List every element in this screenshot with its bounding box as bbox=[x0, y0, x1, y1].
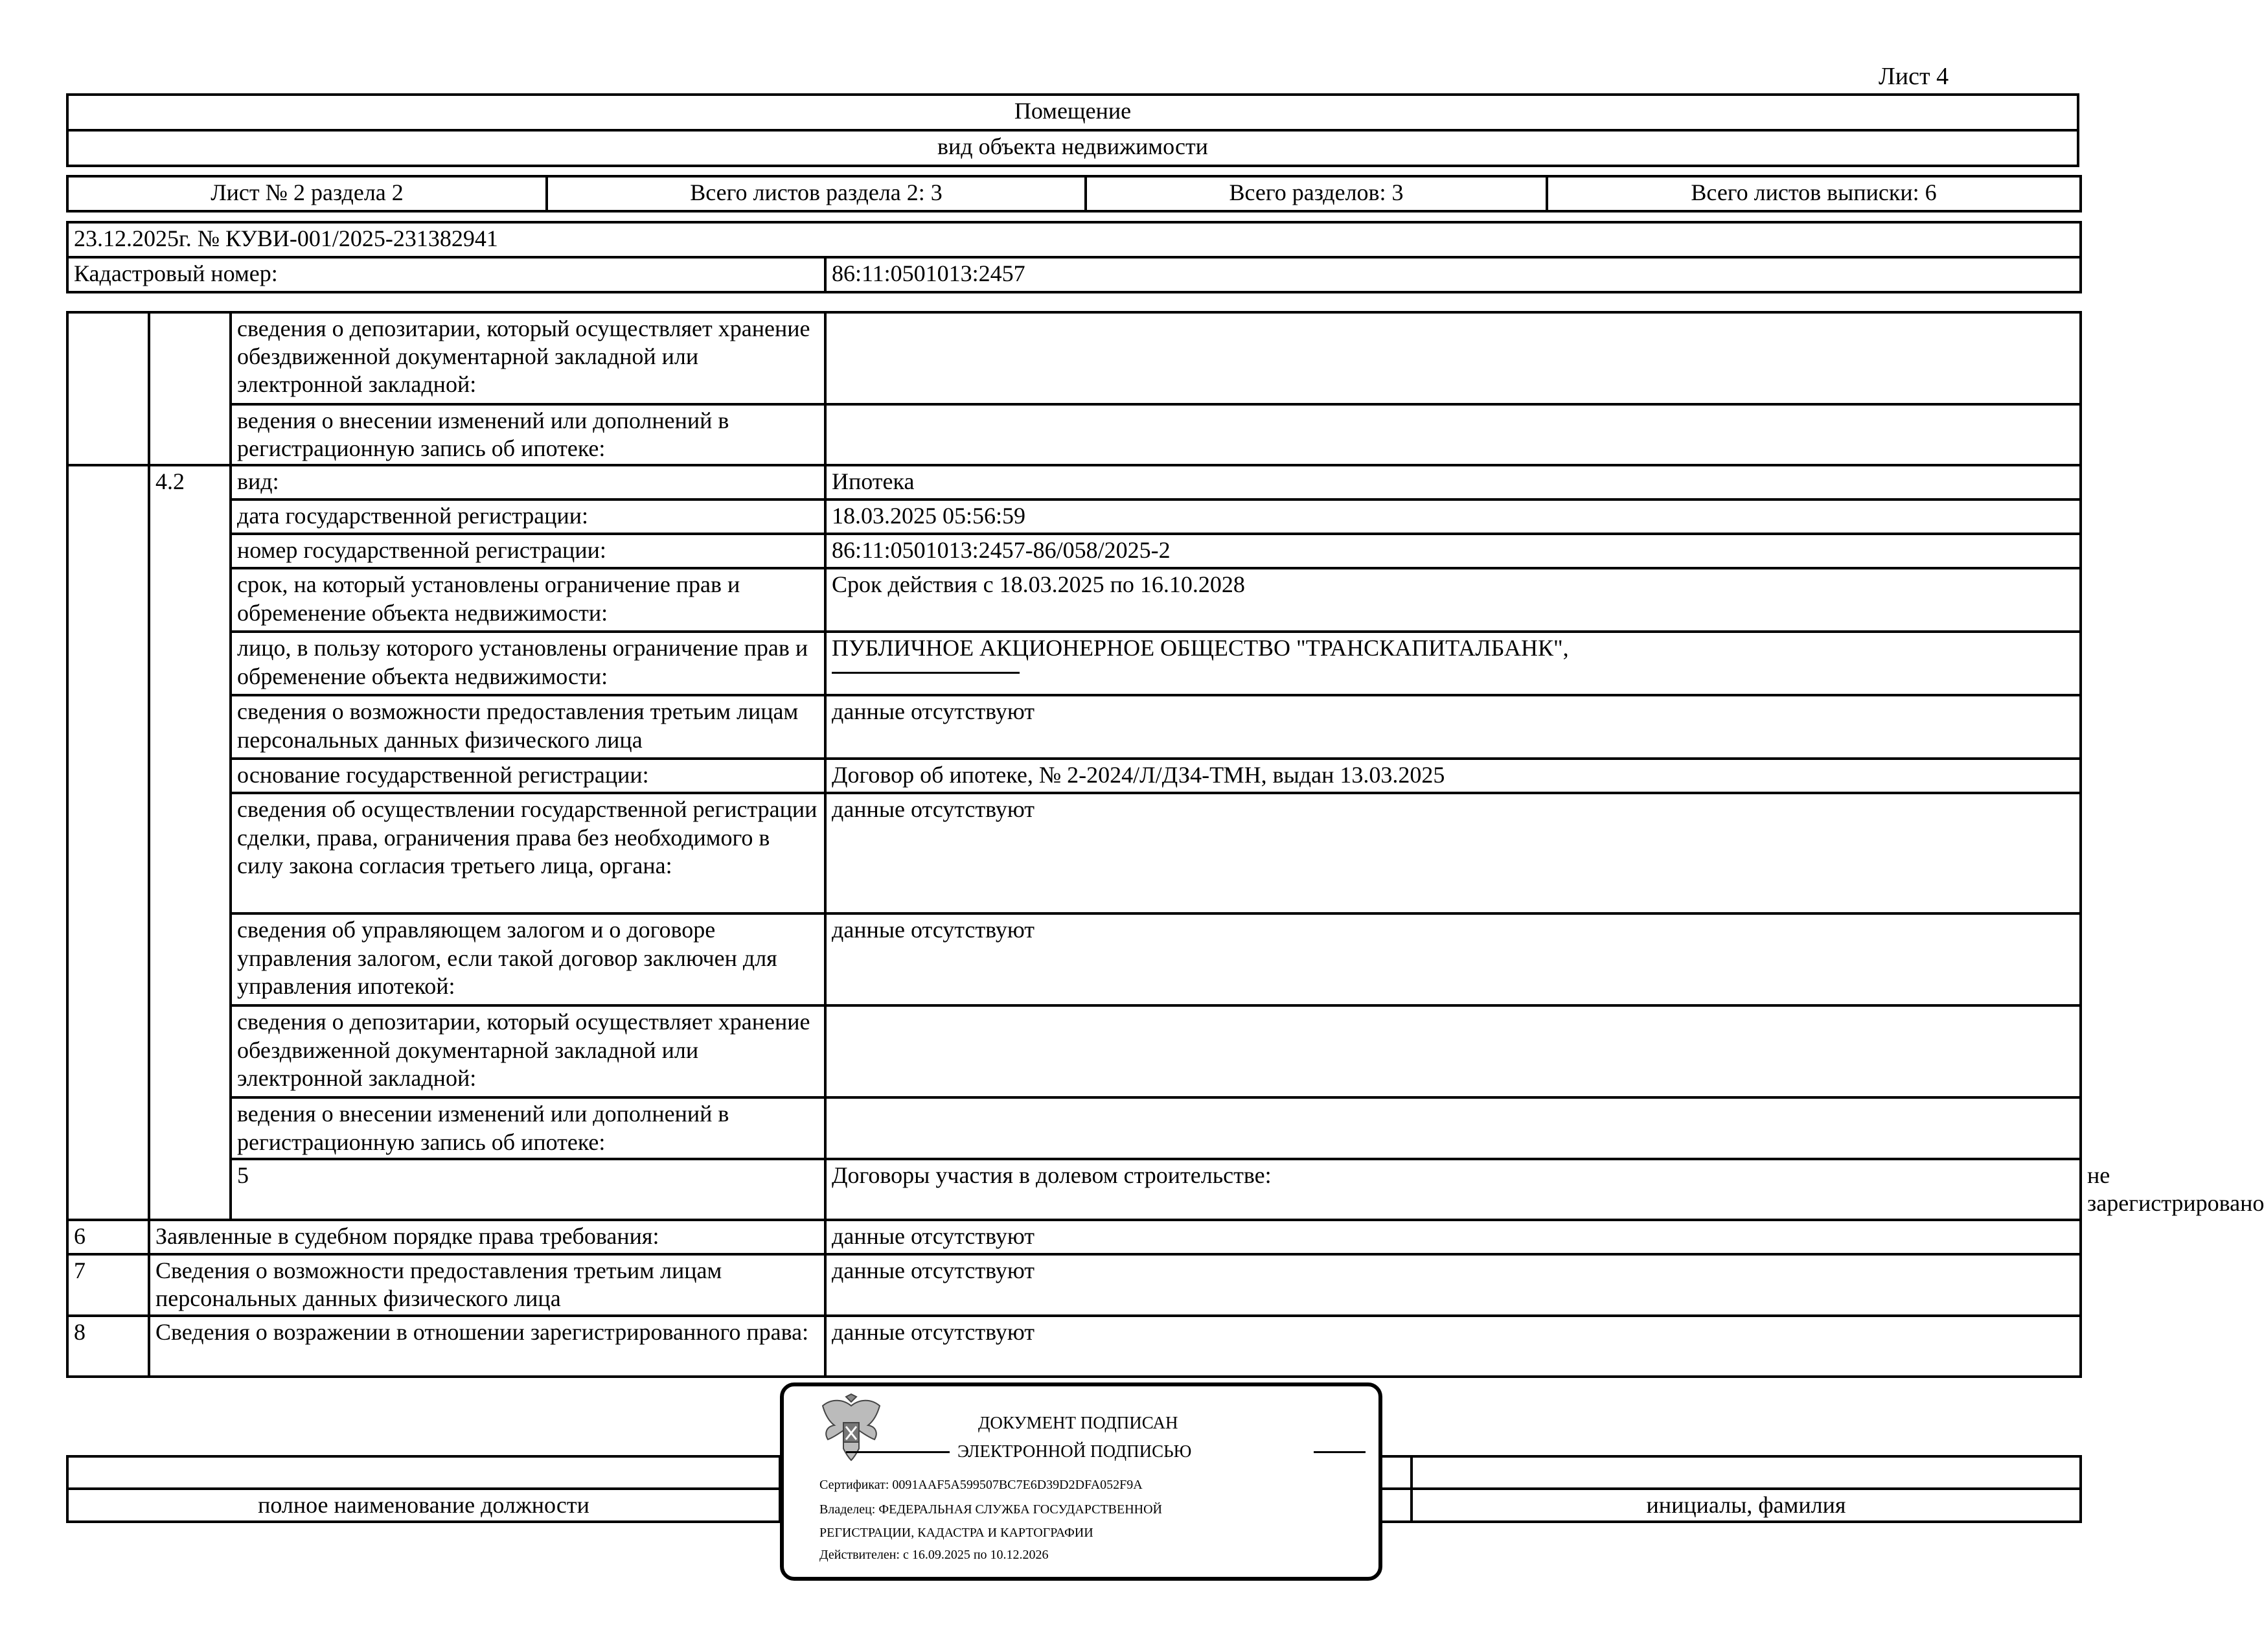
total-sheets-extract: Всего листов выписки: 6 bbox=[1547, 176, 2081, 211]
subnum-cell bbox=[149, 312, 231, 465]
item-label: Заявленные в судебном порядке права требования: bbox=[149, 1220, 825, 1254]
stamp-owner-2: РЕГИСТРАЦИИ, КАДАСТРА И КАРТОГРАФИИ bbox=[819, 1526, 1093, 1540]
object-type: Помещение bbox=[67, 95, 2078, 130]
item-number: 5 bbox=[231, 1159, 825, 1220]
object-type-caption: вид объекта недвижимости bbox=[67, 130, 2078, 166]
item-number: 8 bbox=[67, 1316, 149, 1377]
total-sections: Всего разделов: 3 bbox=[1086, 176, 1547, 211]
row-value bbox=[825, 1005, 2081, 1097]
row-value: Ипотека bbox=[825, 465, 2081, 499]
row-label: основание государственной регистрации: bbox=[231, 759, 825, 793]
position-caption: полное наименование должности bbox=[67, 1489, 780, 1522]
num-cell bbox=[67, 465, 149, 1220]
cadastral-value: 86:11:0501013:2457 bbox=[825, 257, 2081, 292]
position-field bbox=[67, 1456, 780, 1489]
row-label: вид: bbox=[231, 465, 825, 499]
total-sheets-section: Всего листов раздела 2: 3 bbox=[547, 176, 1086, 211]
stamp-validity: Действителен: с 16.09.2025 по 10.12.2026 bbox=[819, 1548, 1049, 1562]
num-cell bbox=[67, 312, 149, 465]
name-caption: инициалы, фамилия bbox=[1412, 1489, 2081, 1522]
row-label: сведения об осуществлении государственной регистрации сделки, права, ограничения права без необходимого в силу закона согласия третьего лица, органа: bbox=[231, 793, 825, 913]
row-value: Договор об ипотеке, № 2-2024/Л/ДЗ4-ТМН, выдан 13.03.2025 bbox=[825, 759, 2081, 793]
row-label: срок, на который установлены ограничение прав и обременение объекта недвижимости: bbox=[231, 568, 825, 632]
row-value: данные отсутствуют bbox=[825, 913, 2081, 1005]
row-value: 86:11:0501013:2457-86/058/2025-2 bbox=[825, 534, 2081, 568]
row-label: сведения о депозитарии, который осуществляет хранение обездвиженной документарной закладной или электронной закладной: bbox=[231, 312, 825, 404]
sheet-number: Лист 4 bbox=[1879, 63, 1949, 90]
row-value: данные отсутствуют bbox=[825, 695, 2081, 759]
row-label: ведения о внесении изменений или дополнений в регистрационную запись об ипотеке: bbox=[231, 404, 825, 465]
cadastral-label: Кадастровый номер: bbox=[67, 257, 825, 292]
item-number: 6 bbox=[67, 1220, 149, 1254]
beneficiary-value: ПУБЛИЧНОЕ АКЦИОНЕРНОЕ ОБЩЕСТВО "ТРАНСКАПИТАЛБАНК", bbox=[832, 635, 1569, 661]
row-value: 18.03.2025 05:56:59 bbox=[825, 499, 2081, 534]
item-value: данные отсутствуют bbox=[825, 1254, 2081, 1315]
coat-of-arms-emblem-icon bbox=[818, 1393, 885, 1464]
row-value: Срок действия с 18.03.2025 по 16.10.2028 bbox=[825, 568, 2081, 632]
stamp-title-2: ЭЛЕКТРОННОЙ ПОДПИСЬЮ bbox=[957, 1441, 1192, 1461]
item-label: Сведения о возможности предоставления третьим лицам персональных данных физического лица bbox=[149, 1254, 825, 1315]
row-value: данные отсутствуют bbox=[825, 793, 2081, 913]
row-value bbox=[825, 312, 2081, 404]
name-field bbox=[1412, 1456, 2081, 1489]
item-number: 7 bbox=[67, 1254, 149, 1315]
object-type-table bbox=[66, 93, 2079, 167]
stamp-title-1: ДОКУМЕНТ ПОДПИСАН bbox=[978, 1413, 1178, 1432]
item-label: Договоры участия в долевом строительстве: bbox=[825, 1159, 2081, 1220]
row-value bbox=[825, 632, 2081, 695]
encumbrance-table: сведения о депозитарии, который осуществляет хранение обездвиженной документарной закладной или электронной закладной: ведения о внесении изменений или дополнений в регистрационную запись об ипотеке: 4.2 вид: Ипотека дата государственной регистрации: 18.03.2025 05:56:59 номер государственной регистрации: 86:11:0501013:2457-86/058/2025-2 срок, на который установлены ограничение прав и обременение объекта недвижимости: Срок действия с 18.03.2025 по 16.10.2028 лицо, в пользу которого установлены ограничение прав и обременение объекта недвижимости: ПУБЛИЧНОЕ АКЦИОНЕРНОЕ ОБЩЕСТВО "ТРАНСКАПИТАЛБАНК", сведения о возможности предоставления третьим лицам персональных данных физического лица данные отсутствуют основание государственной регистрации: Договор об ипотеке, № 2-2024/Л/ДЗ4-ТМН, выдан 13.03.2025 сведения об осуществлении государственной регистрации сделки, права, ограничения права без необходимого в силу закона согласия третьего лица, органа: данные отсутствуют сведения об управляющем залогом и о договоре управления залогом, если такой договор заключен для управления ипотекой: данные отсутствуют сведения о депозитарии, который осуществляет хранение обездвиженной документарной закладной или электронной закладной: ведения о внесении изменений или дополнений в регистрационную запись об ипотеке: 5 Договоры участия в долевом строительстве: не зарегистрировано 6 Заявленные в судебном порядке права требования: данные отсутствуют 7 Сведения о возможности предоставления третьим лицам персональных данных физического лица данные отсутствуют 8 Сведения о возражении в отношении зарегистрированного права: данные отсутствуют bbox=[66, 311, 2082, 1378]
row-label: дата государственной регистрации: bbox=[231, 499, 825, 534]
row-label: ведения о внесении изменений или дополнений в регистрационную запись об ипотеке: bbox=[231, 1097, 825, 1158]
sheet-info-table bbox=[66, 175, 2082, 212]
row-label: лицо, в пользу которого установлены ограничение прав и обременение объекта недвижимости: bbox=[231, 632, 825, 695]
section-number: 4.2 bbox=[149, 465, 231, 1220]
redacted-line bbox=[832, 663, 1020, 674]
row-label: сведения о депозитарии, который осуществляет хранение обездвиженной документарной закладной или электронной закладной: bbox=[231, 1005, 825, 1097]
row-value bbox=[825, 404, 2081, 465]
extract-info-table bbox=[66, 221, 2082, 293]
extract-date-number: 23.12.2025г. № КУВИ-001/2025-231382941 bbox=[67, 222, 2081, 257]
sheet-of-section: Лист № 2 раздела 2 bbox=[67, 176, 547, 211]
item-label: Сведения о возражении в отношении зарегистрированного права: bbox=[149, 1316, 825, 1377]
electronic-signature-stamp bbox=[780, 1382, 1382, 1581]
stamp-certificate: Сертификат: 0091AAF5A599507BC7E6D39D2DFA052F9A bbox=[819, 1478, 1143, 1492]
row-value bbox=[825, 1097, 2081, 1158]
row-label: сведения о возможности предоставления третьим лицам персональных данных физического лица bbox=[231, 695, 825, 759]
stamp-owner-1: Владелец: ФЕДЕРАЛЬНАЯ СЛУЖБА ГОСУДАРСТВЕННОЙ bbox=[819, 1502, 1162, 1517]
item-value: данные отсутствуют bbox=[825, 1220, 2081, 1254]
row-label: сведения об управляющем залогом и о договоре управления залогом, если такой договор заключен для управления ипотекой: bbox=[231, 913, 825, 1005]
row-label: номер государственной регистрации: bbox=[231, 534, 825, 568]
item-value: данные отсутствуют bbox=[825, 1316, 2081, 1377]
